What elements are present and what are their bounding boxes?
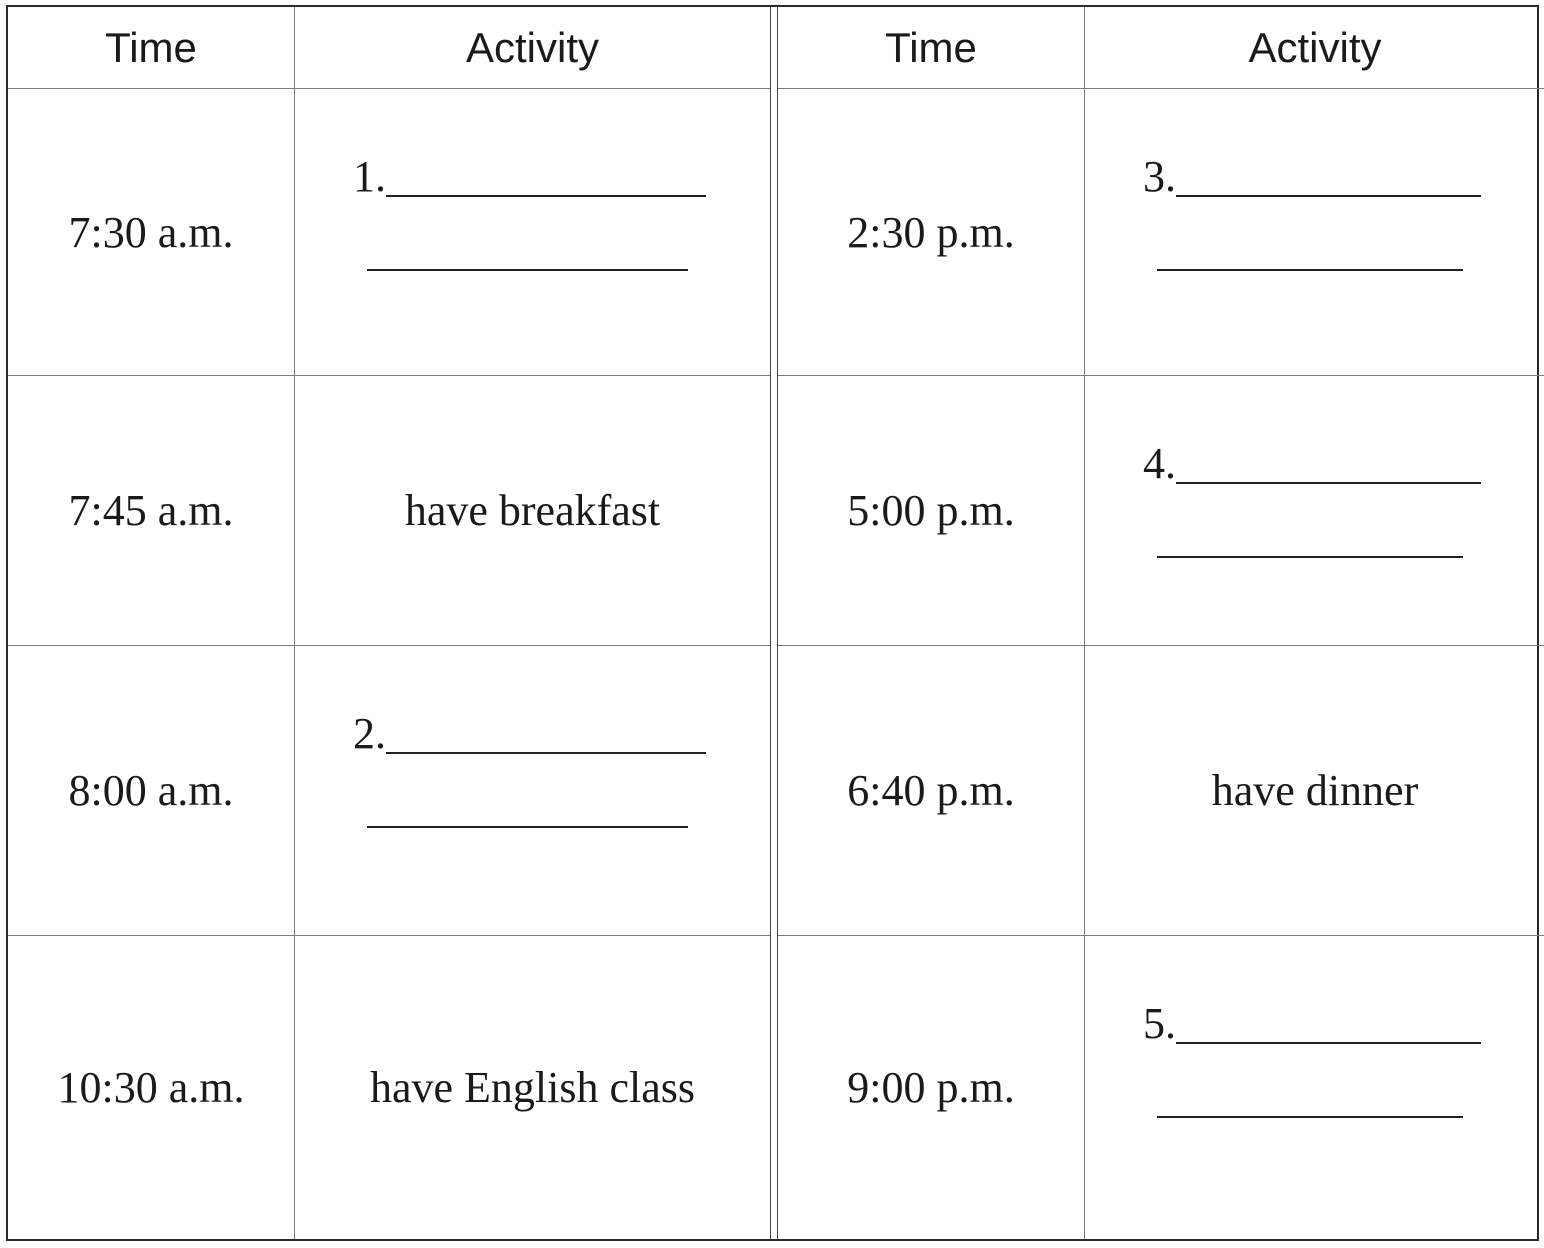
activity-cell: have dinner [1085,646,1544,936]
activity-cell-blank [1085,376,1544,646]
answer-line [1176,155,1481,197]
answer-line [1157,1116,1463,1118]
header-activity-left: Activity [295,7,770,89]
fill-in-blank[interactable] [1143,439,1481,612]
fill-in-blank[interactable] [1143,999,1481,1172]
schedule-table-left [8,7,770,1239]
answer-line [1176,442,1481,484]
fill-in-blank[interactable] [353,152,706,325]
header-time-left: Time [8,7,295,89]
time-cell: 7:45 a.m. [8,376,295,646]
schedule-table-right [778,7,1544,1239]
blank-number: 3. [1143,152,1176,201]
header-activity-right: Activity [1085,7,1544,89]
answer-line [1157,269,1463,271]
answer-line [367,826,688,828]
activity-cell: have breakfast [295,376,770,646]
blank-number: 4. [1143,439,1176,488]
activity-cell: have English class [369,1063,696,1112]
answer-line [386,712,706,754]
fill-in-blank[interactable] [353,709,706,882]
activity-cell-blank [1085,936,1544,1239]
answer-line [1176,1002,1481,1044]
answer-line [1157,556,1463,558]
time-cell: 5:00 p.m. [778,376,1085,646]
schedule-table [6,5,1539,1241]
time-cell: 9:00 p.m. [778,936,1085,1239]
blank-number: 5. [1143,999,1176,1048]
time-cell: 6:40 p.m. [778,646,1085,936]
activity-cell-blank [295,89,770,376]
time-cell: 10:30 a.m. [8,936,295,1239]
answer-line [367,269,688,271]
header-time-right: Time [778,7,1085,89]
fill-in-blank[interactable] [1143,152,1481,325]
blank-number: 2. [353,709,386,758]
time-cell: 8:00 a.m. [8,646,295,936]
blank-number: 1. [353,152,386,201]
activity-cell-blank [1085,89,1544,376]
time-cell: 2:30 p.m. [778,89,1085,376]
time-cell: 7:30 a.m. [8,89,295,376]
answer-line [386,155,706,197]
activity-cell-blank [295,646,770,936]
double-divider [770,7,778,1239]
